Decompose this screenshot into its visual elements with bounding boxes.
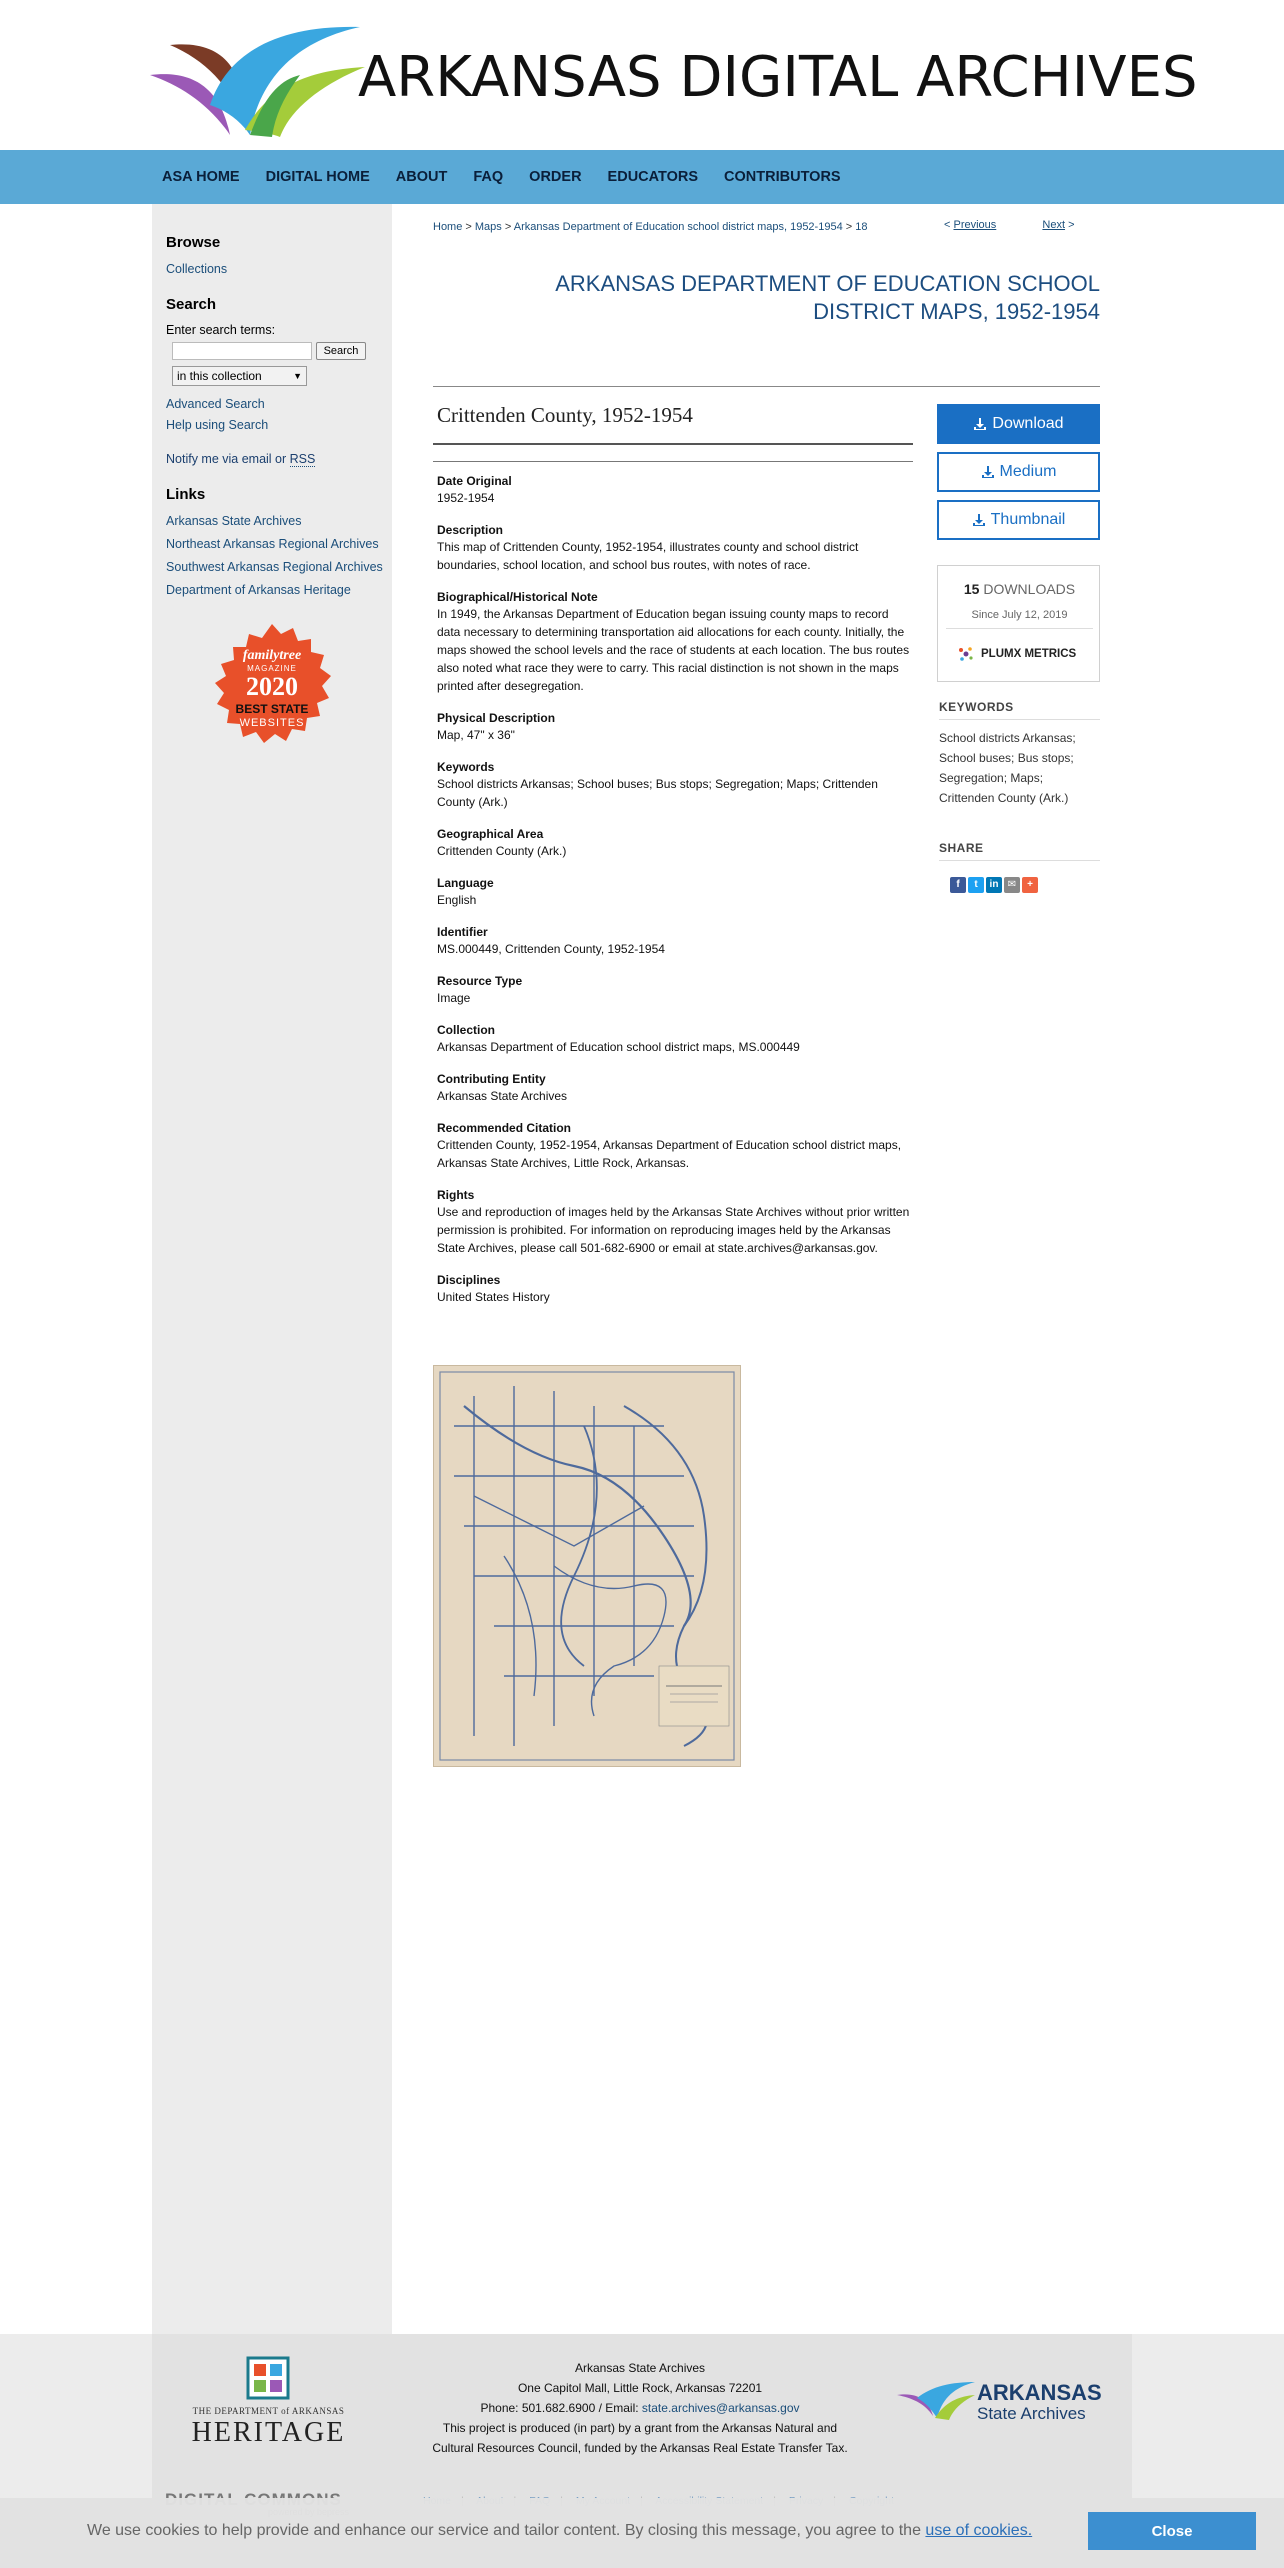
medium-label: Medium — [999, 463, 1057, 480]
field-resource-type — [437, 974, 913, 1007]
archives-logo[interactable] — [150, 25, 365, 140]
downloads-label: DOWNLOADS — [983, 581, 1076, 597]
download-icon — [972, 513, 986, 527]
thumbnail-label: Thumbnail — [990, 511, 1066, 528]
nav-contributors[interactable]: CONTRIBUTORS — [724, 169, 841, 185]
badge-best-state: BEST STATE — [235, 702, 309, 716]
nav-educators[interactable]: EDUCATORS — [607, 169, 699, 185]
breadcrumb-item[interactable]: 18 — [855, 221, 868, 233]
nav-faq[interactable]: FAQ — [473, 169, 504, 185]
field-rights — [437, 1188, 913, 1257]
badge-year: 2020 — [246, 672, 298, 701]
footer-address: One Capitol Mall, Little Rock, Arkansas 72201 — [517, 2381, 763, 2395]
next-link[interactable]: Next — [1042, 219, 1066, 231]
prev-prefix: < — [944, 219, 954, 231]
nav-asa-home[interactable]: ASA HOME — [162, 169, 240, 185]
next-suffix: > — [1065, 219, 1075, 231]
field-label: Rights — [437, 1188, 475, 1202]
download-count — [938, 581, 1101, 597]
share-heading: SHARE — [939, 841, 984, 855]
breadcrumb-sep: > — [501, 221, 514, 233]
arkansas-state-archives-logo[interactable] — [897, 2378, 1102, 2428]
sidebar — [152, 204, 392, 2334]
search-scope-value: in this collection — [177, 369, 262, 383]
metadata-fields — [437, 474, 913, 1322]
medium-button[interactable] — [937, 452, 1100, 492]
search-button[interactable]: Search — [316, 342, 366, 360]
site-title[interactable]: ARKANSAS DIGITAL ARCHIVES — [358, 45, 1198, 110]
chevron-down-icon: ▼ — [293, 371, 302, 381]
field-collection — [437, 1023, 913, 1056]
department-heritage-logo[interactable] — [186, 2356, 351, 2451]
pager — [944, 219, 1075, 231]
field-label: Physical Description — [437, 711, 556, 725]
field-description — [437, 523, 913, 574]
field-value: In 1949, the Arkansas Department of Education began issuing county maps to record data necessary to determining transportation aid allocations for each county. Initially, the maps showed the school levels and the race of students at each location. The bus routes also noted what race they were to carry. This racial distinction is not shown in the maps printed after desegregation. — [437, 607, 910, 693]
footer-phone: Phone: 501.682.6900 / Email: — [480, 2401, 642, 2415]
plumx-metrics-link[interactable] — [958, 646, 1076, 662]
previous-link[interactable]: Previous — [953, 219, 997, 231]
field-label: Disciplines — [437, 1273, 501, 1287]
breadcrumb-maps[interactable]: Maps — [474, 221, 502, 233]
field-value: MS.000449, Crittenden County, 1952-1954 — [437, 942, 665, 956]
plumx-label: PLUMX METRICS — [981, 648, 1077, 660]
site-header — [0, 0, 1284, 150]
field-label: Contributing Entity — [437, 1072, 546, 1086]
footer-org: Arkansas State Archives — [574, 2361, 706, 2375]
advanced-search-link[interactable]: Advanced Search — [166, 397, 265, 411]
field-label: Identifier — [437, 925, 488, 939]
field-value: Crittenden County (Ark.) — [437, 844, 567, 858]
field-value: Arkansas State Archives — [437, 1089, 568, 1103]
badge-websites: WEBSITES — [239, 717, 305, 729]
breadcrumb-sep: > — [842, 221, 856, 233]
field-label: Language — [437, 876, 494, 890]
download-icon — [973, 417, 987, 431]
breadcrumb-collection[interactable]: Arkansas Department of Education school district maps, 1952-1954 — [513, 221, 843, 233]
asa-logo-bottom: State Archives — [977, 2404, 1086, 2423]
nav-digital-home[interactable]: DIGITAL HOME — [265, 169, 370, 185]
field-date-original — [437, 474, 913, 507]
field-label: Resource Type — [437, 974, 523, 988]
field-geographical-area — [437, 827, 913, 860]
field-physical-description — [437, 711, 913, 744]
divider — [433, 461, 913, 462]
download-label: Download — [992, 415, 1064, 432]
search-input[interactable] — [172, 342, 312, 360]
field-value: Use and reproduction of images held by the Arkansas State Archives without prior written permission is prohibited. For information on reproducing images held by the Arkansas State Archives, please call 501-682-6900 or email at state.archives@arkansas.gov. — [437, 1205, 910, 1255]
footer-grant-2: Cultural Resources Council, funded by the Arkansas Real Estate Transfer Tax. — [432, 2441, 848, 2455]
thumbnail-button[interactable] — [937, 500, 1100, 540]
search-heading: Search — [166, 296, 217, 313]
field-historical-note — [437, 590, 913, 695]
map-image[interactable] — [433, 1365, 741, 1767]
field-label: Keywords — [437, 760, 495, 774]
field-value: Map, 47" x 36" — [437, 728, 515, 742]
divider — [939, 719, 1100, 720]
twitter-icon[interactable]: t — [968, 877, 984, 893]
linkedin-icon[interactable]: in — [986, 877, 1002, 893]
plumx-icon — [958, 646, 974, 662]
share-icons — [950, 877, 1040, 893]
footer-grant-1: This project is produced (in part) by a grant from the Arkansas Natural and — [442, 2421, 838, 2435]
field-identifier — [437, 925, 913, 958]
field-contributing-entity — [437, 1072, 913, 1105]
link-arkansas-heritage[interactable]: Department of Arkansas Heritage — [166, 583, 351, 597]
cookie-banner — [0, 2498, 1284, 2568]
breadcrumb-sep: > — [462, 221, 475, 233]
nav-about[interactable]: ABOUT — [395, 169, 448, 185]
cookie-text: We use cookies to help provide and enhance our service and tailor content. By closing this message, you agree to the — [87, 2522, 926, 2539]
email-icon[interactable]: ✉ — [1004, 877, 1020, 893]
search-label: Enter search terms: — [166, 323, 276, 337]
download-button[interactable] — [937, 404, 1100, 444]
series-title[interactable]: ARKANSAS DEPARTMENT OF EDUCATION SCHOOL DISTRICT MAPS, 1952-1954 — [555, 271, 1100, 324]
notify-email-link[interactable]: Notify me via email or — [166, 452, 290, 466]
divider — [433, 386, 1100, 387]
more-icon[interactable]: + — [1022, 877, 1038, 893]
field-keywords — [437, 760, 913, 811]
cookie-policy-link[interactable]: use of cookies. — [925, 2522, 1033, 2539]
browse-heading: Browse — [166, 234, 221, 251]
field-value: English — [437, 893, 477, 907]
field-label: Collection — [437, 1023, 496, 1037]
search-scope-select[interactable] — [172, 366, 307, 386]
keywords-list: School districts Arkansas; School buses; Bus stops; Segregation; Maps; Crittenden County (Ark.) — [939, 731, 1076, 805]
footer-contact — [410, 2358, 870, 2458]
field-value: This map of Crittenden County, 1952-1954, illustrates county and school district boundaries, school location, and school bus routes, with notes of race. — [437, 540, 859, 572]
field-label: Description — [437, 523, 504, 537]
keywords-heading: KEYWORDS — [939, 700, 1014, 714]
asa-logo-top: ARKANSAS — [977, 2380, 1102, 2405]
field-recommended-citation — [437, 1121, 913, 1172]
footer-email-link[interactable]: state.archives@arkansas.gov — [641, 2401, 800, 2415]
field-value: School districts Arkansas; School buses; Bus stops; Segregation; Maps; Crittenden County (Ark.) — [437, 777, 878, 809]
field-language — [437, 876, 913, 909]
field-value: United States History — [437, 1290, 550, 1304]
divider — [946, 628, 1093, 629]
dah-line1: THE DEPARTMENT of ARKANSAS — [192, 2406, 345, 2416]
link-arkansas-state-archives[interactable]: Arkansas State Archives — [166, 514, 302, 528]
breadcrumb-home[interactable]: Home — [433, 221, 463, 233]
link-southwest-archives[interactable]: Southwest Arkansas Regional Archives — [166, 560, 383, 574]
downloads-since: Since July 12, 2019 — [971, 609, 1068, 621]
collections-link[interactable]: Collections — [166, 262, 228, 276]
help-search-link[interactable]: Help using Search — [166, 418, 269, 432]
rss-link[interactable]: RSS — [289, 452, 316, 466]
facebook-icon[interactable]: f — [950, 877, 966, 893]
link-northeast-archives[interactable]: Northeast Arkansas Regional Archives — [166, 537, 379, 551]
field-value: 1952-1954 — [437, 491, 495, 505]
notify-line — [166, 452, 315, 466]
divider — [433, 443, 913, 445]
dah-line2: HERITAGE — [191, 2417, 346, 2448]
field-label: Date Original — [437, 474, 512, 488]
breadcrumb — [433, 221, 867, 233]
main-nav — [0, 150, 1284, 204]
nav-order[interactable]: ORDER — [529, 169, 582, 185]
badge-familytree: familytree — [242, 648, 302, 663]
cookie-message — [87, 2522, 1032, 2540]
badge-magazine: MAGAZINE — [247, 664, 297, 673]
field-value: Crittenden County, 1952-1954, Arkansas Department of Education school district maps, Arkansas State Archives, Little Rock, Arkansas. — [437, 1138, 902, 1170]
footer-phone-line — [410, 2398, 870, 2418]
field-disciplines — [437, 1273, 913, 1306]
field-value: Image — [437, 991, 471, 1005]
download-icon — [981, 465, 995, 479]
links-heading: Links — [166, 486, 206, 503]
field-label: Biographical/Historical Note — [437, 590, 598, 604]
field-label: Recommended Citation — [437, 1121, 572, 1135]
best-state-website-badge[interactable] — [207, 624, 337, 754]
field-value: Arkansas Department of Education school district maps, MS.000449 — [437, 1040, 800, 1054]
divider — [939, 860, 1100, 861]
field-label: Geographical Area — [437, 827, 544, 841]
download-stats — [937, 565, 1100, 682]
item-title: Crittenden County, 1952-1954 — [437, 403, 693, 427]
cookie-close-button[interactable]: Close — [1088, 2512, 1256, 2550]
download-number: 15 — [963, 581, 980, 597]
